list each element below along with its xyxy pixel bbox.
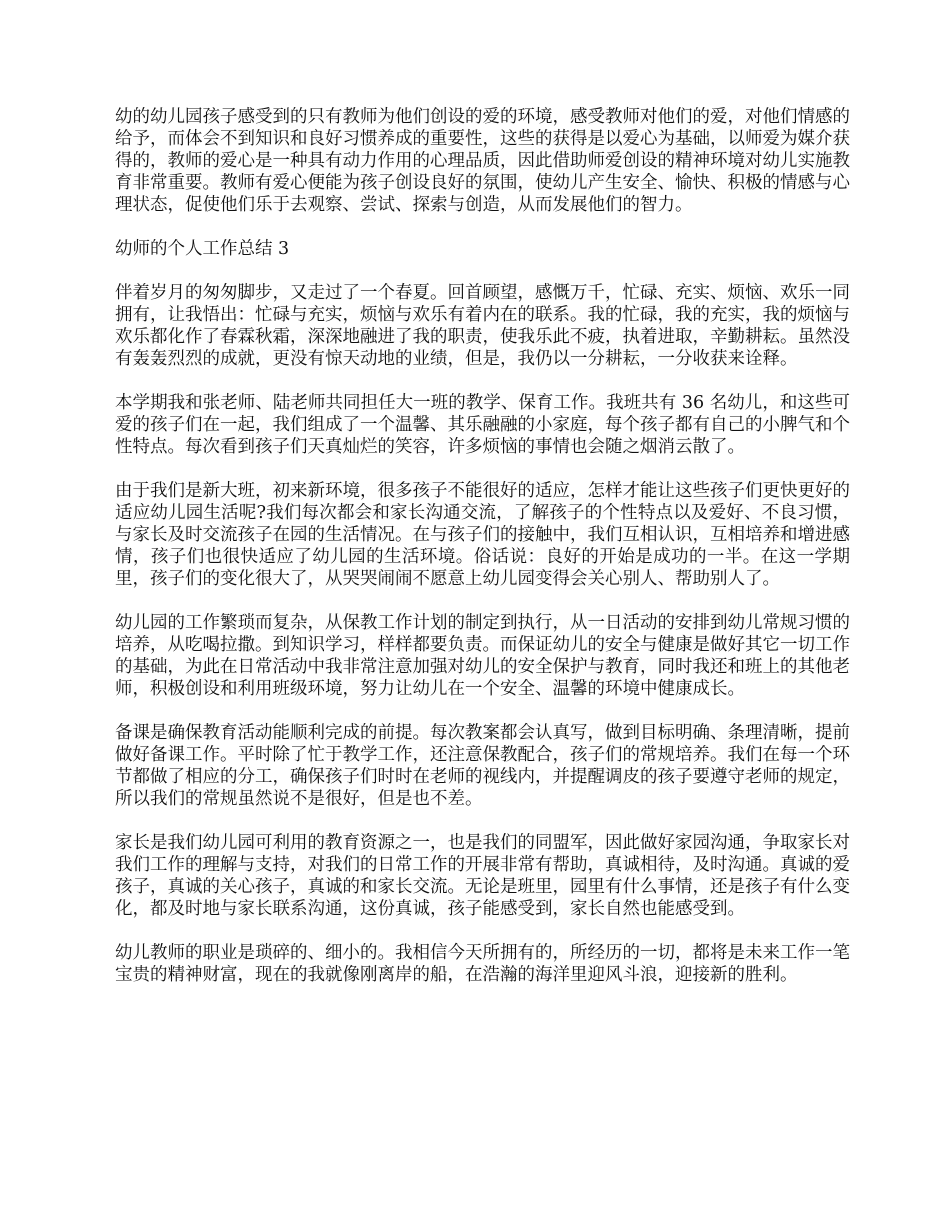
paragraph-class-info: 本学期我和张老师、陆老师共同担任大一班的教学、保育工作。我班共有 36 名幼儿，和这些可爱的孩子们在一起，我们组成了一个温馨、其乐融融的小家庭，每个孩子都有自己的小脾气和个性特点。每次看到孩子们天真灿烂的笑容，许多烦恼的事情也会随之烟消云散了。 [115,393,850,457]
paragraph-safety: 幼儿园的工作繁琐而复杂，从保教工作计划的制定到执行，从一日活动的安排到幼儿常规习惯的培养，从吃喝拉撒。到知识学习，样样都要负责。而保证幼儿的安全与健康是做好其它一切工作的基础，为此在日常活动中我非常注意加强对幼儿的安全保护与教育，同时我还和班上的其他老师，积极创设和利用班级环境，努力让幼儿在一个安全、温馨的环境中健康成长。 [115,613,850,699]
document-page [115,106,850,1008]
section-heading: 幼师的个人工作总结 3 [115,239,290,259]
paragraph-intro: 幼的幼儿园孩子感受到的只有教师为他们创设的爱的环境，感受教师对他们的爱，对他们情感的给予，而体会不到知识和良好习惯养成的重要性，这些的获得是以爱心为基础，以师爱为媒介获得的，教师的爱心是一种具有动力作用的心理品质，因此借助师爱创设的精神环境对幼儿实施教育非常重要。教师有爱心便能为孩子创设良好的氛围，使幼儿产生安全、愉快、积极的情感与心理状态，促使他们乐于去观察、尝试、探索与创造，从而发展他们的智力。 [115,107,850,215]
paragraph-adaptation: 由于我们是新大班，初来新环境，很多孩子不能很好的适应，怎样才能让这些孩子们更快更好的适应幼儿园生活呢?我们每次都会和家长沟通交流，了解孩子的个性特点以及爱好、不良习惯，与家长及时交流孩子在园的生活情况。在与孩子们的接触中，我们互相认识，互相培养和增进感情，孩子们也很快适应了幼儿园的生活环境。俗话说：良好的开始是成功的一半。在这一学期里，孩子们的变化很大了，从哭哭闹闹不愿意上幼儿园变得会关心别人、帮助别人了。 [115,481,850,589]
paragraph-reflection: 伴着岁月的匆匆脚步，又走过了一个春夏。回首顾望，感慨万千，忙碌、充实、烦恼、欢乐一同拥有，让我悟出：忙碌与充实，烦恼与欢乐有着内在的联系。我的忙碌，我的充实，我的烦恼与欢乐都化作了春霖秋霜，深深地融进了我的职责，使我乐此不疲，执着进取，辛勤耕耘。虽然没有轰轰烈烈的成就，更没有惊天动地的业绩，但是，我仍以一分耕耘，一分收获来诠释。 [115,283,850,369]
paragraph-conclusion: 幼儿教师的职业是琐碎的、细小的。我相信今天所拥有的，所经历的一切，都将是未来工作一笔宝贵的精神财富，现在的我就像刚离岸的船，在浩瀚的海洋里迎风斗浪，迎接新的胜利。 [115,943,850,985]
paragraph-lesson-prep: 备课是确保教育活动能顺利完成的前提。每次教案都会认真写，做到目标明确、条理清晰，提前做好备课工作。平时除了忙于教学工作，还注意保教配合，孩子们的常规培养。我们在每一个环节都做了相应的分工，确保孩子们时时在老师的视线内，并提醒调皮的孩子要遵守老师的规定，所以我们的常规虽然说不是很好，但是也不差。 [115,723,850,809]
paragraph-parents: 家长是我们幼儿园可利用的教育资源之一，也是我们的同盟军，因此做好家园沟通，争取家长对我们工作的理解与支持，对我们的日常工作的开展非常有帮助，真诚相待，及时沟通。真诚的爱孩子，真诚的关心孩子，真诚的和家长交流。无论是班里，园里有什么事情，还是孩子有什么变化，都及时地与家长联系沟通，这份真诚，孩子能感受到，家长自然也能感受到。 [115,833,850,919]
